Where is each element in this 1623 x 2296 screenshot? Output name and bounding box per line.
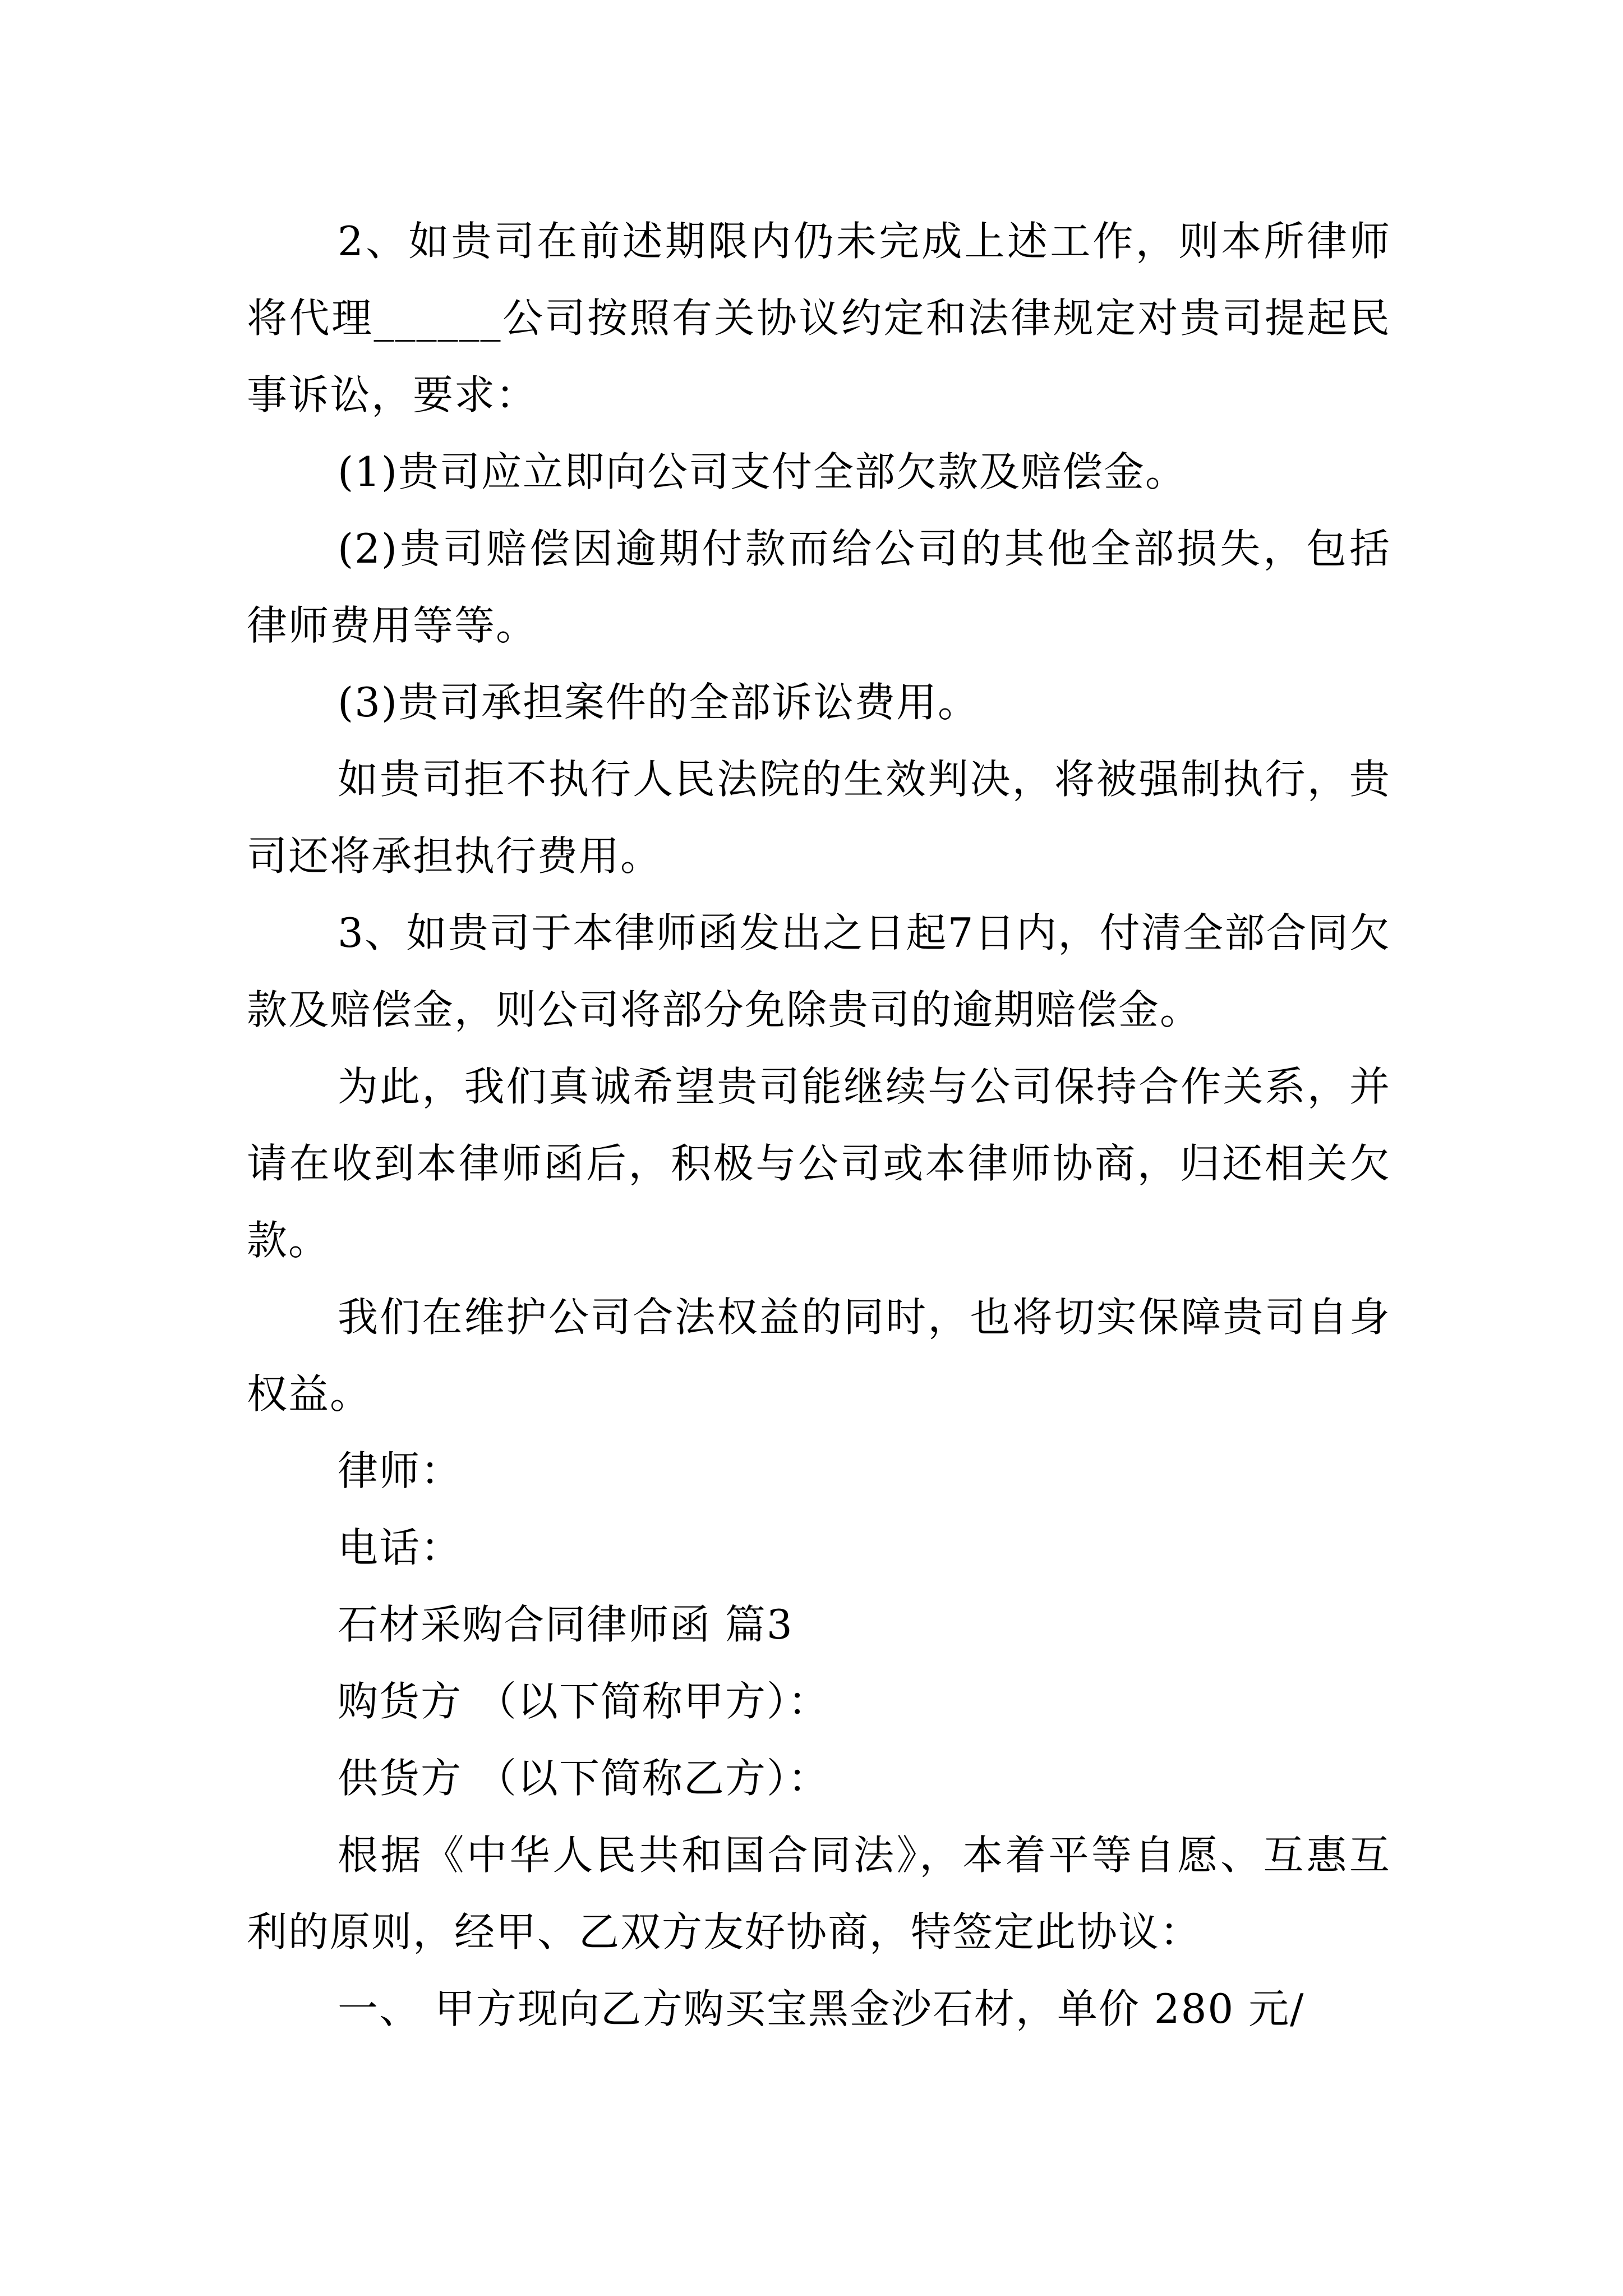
paragraph-demand-3: (3)贵司承担案件的全部诉讼费用。 xyxy=(338,679,979,726)
paragraph-rights: 我们在维护公司合法权益的同时，也将切实保障贵司自身权益。 xyxy=(247,1294,1391,1418)
buyer-label: 购货方 （以下简称甲方）： xyxy=(338,1678,829,1725)
paragraph-clause-2: 2、如贵司在前述期限内仍未完成上述工作，则本所律师将代理______公司按照有关协议约定和法律规定对贵司提起民事诉讼，要求： xyxy=(247,218,1391,418)
paragraph-item-1: 一、 甲方现向乙方购买宝黑金沙石材，单价 280 元/ xyxy=(338,1985,1305,2032)
supplier-label: 供货方 （以下简称乙方）： xyxy=(338,1755,829,1802)
paragraph-agreement-basis: 根据《中华人民共和国合同法》，本着平等自愿、互惠互利的原则，经甲、乙双方友好协商，特签定此协议： xyxy=(247,1832,1391,1955)
paragraph-demand-1: (1)贵司应立即向公司支付全部欠款及赔偿金。 xyxy=(338,448,1187,495)
phone-label: 电话： xyxy=(338,1524,463,1571)
lawyer-label: 律师： xyxy=(338,1447,463,1494)
paragraph-enforcement: 如贵司拒不执行人民法院的生效判决，将被强制执行，贵司还将承担执行费用。 xyxy=(247,756,1391,880)
document-body xyxy=(247,203,1391,2047)
paragraph-clause-3: 3、如贵司于本律师函发出之日起7日内，付清全部合同欠款及赔偿金，则公司将部分免除贵司的逾期赔偿金。 xyxy=(247,909,1391,1033)
paragraph-cooperation: 为此，我们真诚希望贵司能继续与公司保持合作关系，并请在收到本律师函后，积极与公司或本律师协商，归还相关欠款。 xyxy=(247,1063,1391,1264)
paragraph-demand-2: (2)贵司赔偿因逾期付款而给公司的其他全部损失，包括律师费用等等。 xyxy=(247,525,1391,649)
section-heading: 石材采购合同律师函 篇3 xyxy=(338,1601,794,1648)
